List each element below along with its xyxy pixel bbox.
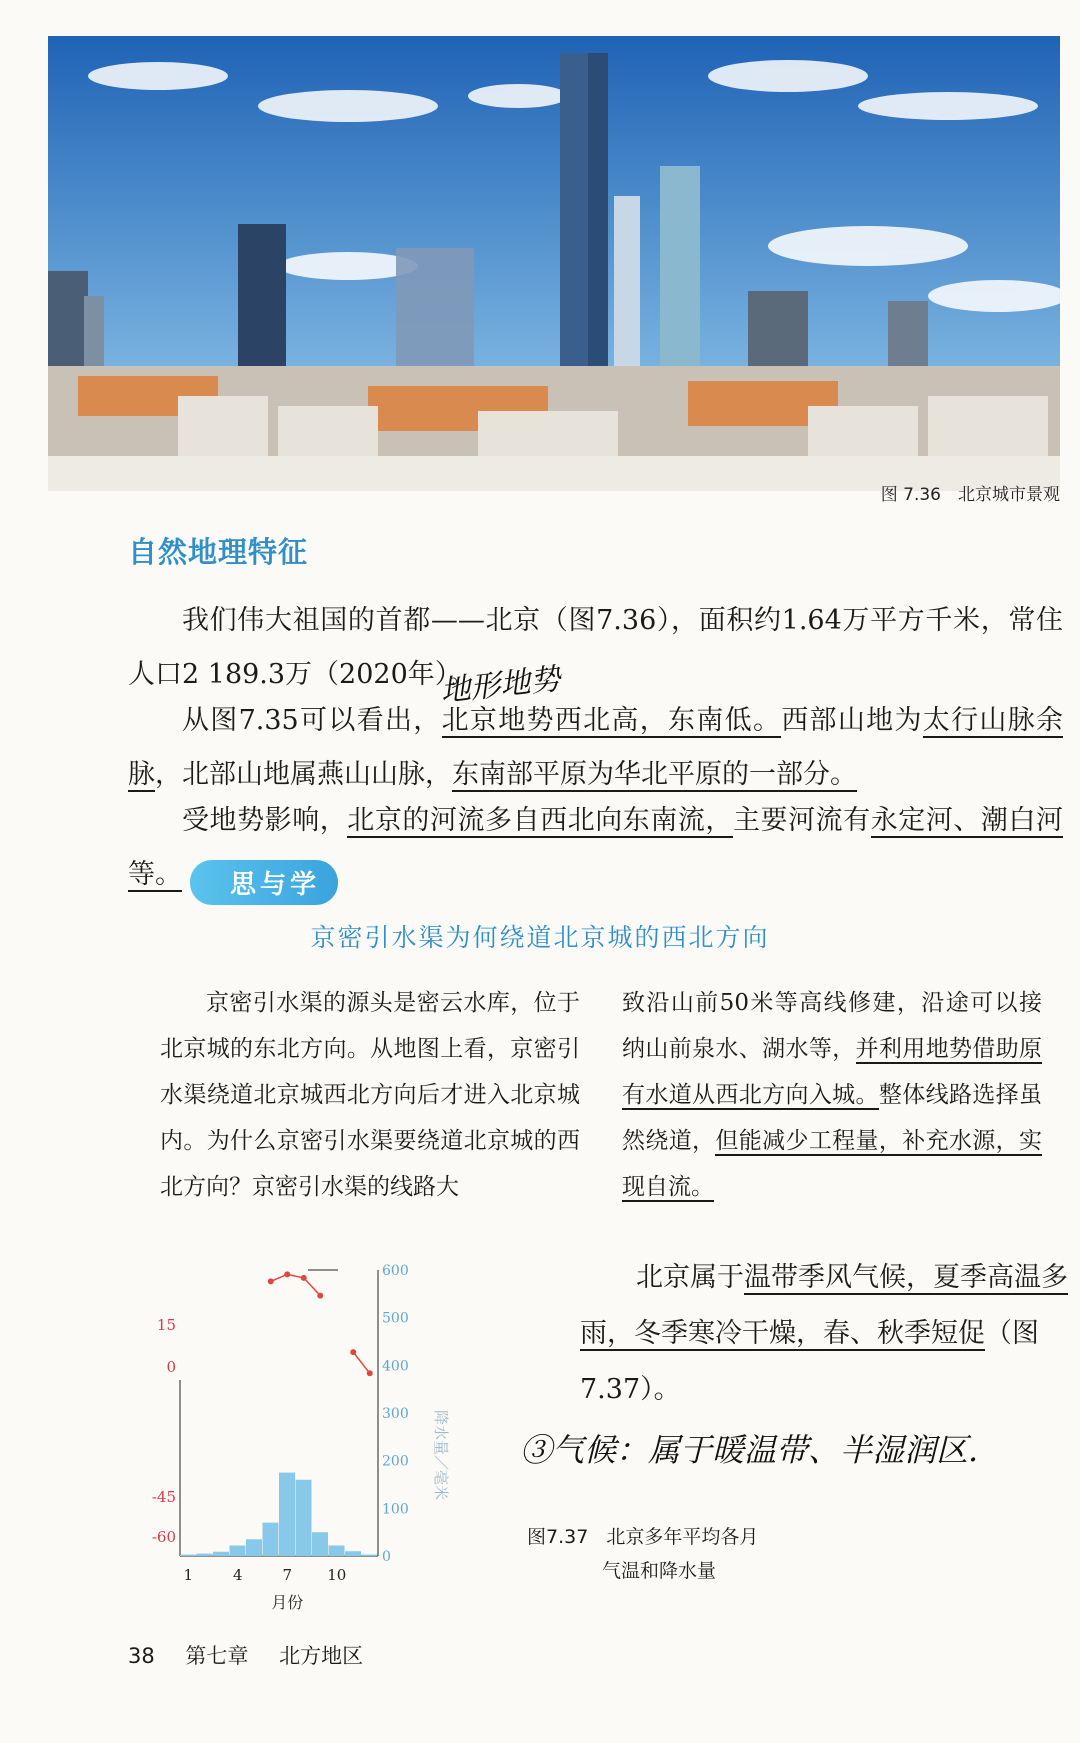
handwritten-note-terrain: 地形地势 xyxy=(438,661,562,710)
p2-text-b-underlined: 北京地势西北高，东南低。 xyxy=(441,705,782,736)
right-tick-label: 500 xyxy=(382,1310,409,1327)
chart-caption-title-1: 北京多年平均各月 xyxy=(606,1526,759,1548)
x-tick-label: 10 xyxy=(327,1566,347,1584)
right-tick-label: 600 xyxy=(382,1263,409,1279)
think-learn-left-text: 京密引水渠的源头是密云水库，位于北京城的东北方向。从地图上看，京密引水渠绕道北京城西北方向后才进入北京城内。为什么京密引水渠要绕道北京城的西北方向？京密引水渠的线路大 xyxy=(160,990,580,1200)
left-tick-label: -60 xyxy=(151,1528,176,1546)
precip-bar xyxy=(345,1551,361,1556)
right-tick-label: 400 xyxy=(382,1358,409,1375)
temperature-point xyxy=(268,1278,274,1284)
chart-caption xyxy=(527,1520,758,1588)
right-text-d-underlined: 但能减少工程量，补充水源，实现自流。 xyxy=(622,1128,1043,1200)
x-tick-label: 1 xyxy=(183,1566,194,1584)
skyline-illustration xyxy=(48,36,1060,491)
climate-text-b-underlined: 温带季风气候，夏季高温多雨，冬季寒冷干燥，春、秋季短促 xyxy=(580,1262,1068,1349)
precip-bar xyxy=(312,1532,328,1556)
right-tick-label: 0 xyxy=(382,1549,391,1565)
climate-text-c: （图7.37）。 xyxy=(580,1318,1039,1405)
temperature-line-end xyxy=(353,1352,370,1373)
climate-chart-svg xyxy=(150,1250,510,1610)
section-title: 自然地理特征 xyxy=(128,535,309,569)
left-tick-label: 15 xyxy=(156,1316,176,1334)
x-tick-label: 7 xyxy=(282,1566,293,1584)
precip-bar xyxy=(279,1473,295,1556)
temperature-point xyxy=(317,1293,323,1299)
precip-bar xyxy=(230,1546,246,1556)
precip-bar xyxy=(246,1539,262,1556)
temperature-line xyxy=(271,1274,321,1295)
climate-text-a: 北京属于 xyxy=(636,1262,744,1293)
right-tick-label: 300 xyxy=(382,1406,409,1422)
p2-text-e: ，北部山地属燕山山脉， xyxy=(155,759,452,790)
temperature-point xyxy=(284,1271,290,1277)
paragraph-terrain xyxy=(128,694,1063,802)
p3-text-d-underlined: 永定河、潮白河等。 xyxy=(128,805,1064,890)
chart-caption-number: 图7.37 xyxy=(527,1526,589,1548)
right-text-b-underlined: 并利用地势借助原有水道从西北方向入城。 xyxy=(622,1036,1043,1108)
precip-bar xyxy=(362,1555,378,1556)
left-tick-label: -45 xyxy=(151,1488,176,1506)
climate-paragraph xyxy=(580,1250,1070,1418)
think-learn-title: 京密引水渠为何绕道北京城的西北方向 xyxy=(310,923,770,952)
right-tick-label: 200 xyxy=(382,1453,409,1470)
precip-bar xyxy=(263,1523,279,1556)
precip-bar xyxy=(296,1480,312,1556)
precip-bar xyxy=(329,1546,345,1556)
x-tick-label: 4 xyxy=(232,1566,243,1584)
beijing-skyline-photo xyxy=(48,36,1060,491)
precip-bar xyxy=(197,1554,213,1556)
climate-chart xyxy=(150,1250,510,1610)
temperature-point xyxy=(350,1349,356,1355)
handwritten-note-climate: ③气候：属于暖温带、半湿润区. xyxy=(520,1431,979,1469)
page-number: 38 xyxy=(128,1644,155,1668)
right-text-a: 致沿山前50米等高线修建，沿途可以接纳山前泉水、湖水等， xyxy=(622,990,1042,1062)
chapter-number: 第七章 xyxy=(185,1644,249,1668)
chapter-title: 北方地区 xyxy=(279,1644,364,1668)
p3-text-b-underlined: 北京的河流多自西北向东南流， xyxy=(347,805,733,836)
photo-caption: 图 7.36 北京城市景观 xyxy=(880,485,1060,505)
paragraph-capital: 我们伟大祖国的首都——北京（图7.36），面积约1.64万平方千米，常住人口2 189.3万（2020年）。 xyxy=(128,605,1063,690)
temperature-point xyxy=(367,1370,373,1376)
p2-text-d-underlined: 太行山脉余脉 xyxy=(128,705,1064,790)
think-learn-right-text xyxy=(622,980,1042,1210)
right-axis-label: 降水量／毫米 xyxy=(432,1410,450,1501)
chart-caption-title-2: 气温和降水量 xyxy=(602,1560,717,1582)
p3-text-c: 主要河流有 xyxy=(732,805,871,836)
right-text-c: 整体线路选择虽然绕道， xyxy=(622,1082,1043,1154)
think-learn-label: 思与学 xyxy=(190,860,338,905)
p2-text-f-underlined: 东南部平原为华北平原的一部分。 xyxy=(452,759,857,790)
x-axis-label: 月份 xyxy=(271,1593,304,1610)
precip-bar xyxy=(213,1552,229,1556)
left-tick-label: 0 xyxy=(166,1358,176,1376)
precip-bar xyxy=(180,1555,196,1556)
think-learn-badge xyxy=(190,860,338,905)
p3-text-a: 受地势影响， xyxy=(182,805,348,836)
p2-text-a: 从图7.35可以看出， xyxy=(182,705,442,736)
temperature-point xyxy=(301,1275,307,1281)
p2-text-c: 西部山地为 xyxy=(781,705,923,736)
page-footer xyxy=(128,1640,387,1670)
right-tick-label: 100 xyxy=(382,1501,409,1518)
